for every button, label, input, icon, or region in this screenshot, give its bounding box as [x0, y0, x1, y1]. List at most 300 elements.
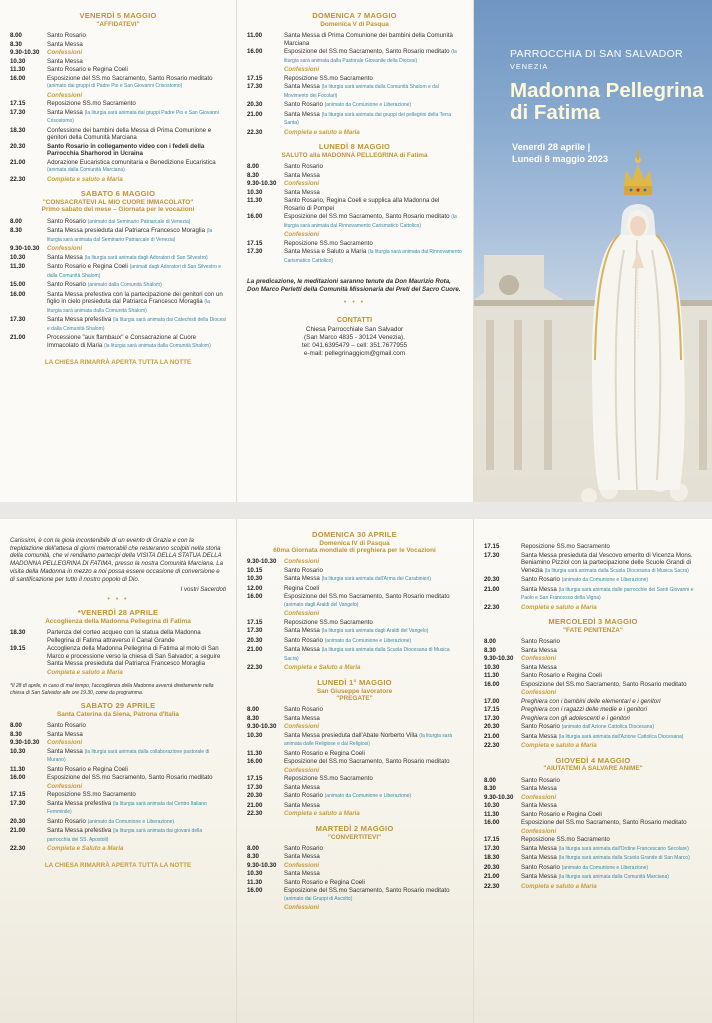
- event-desc: [47, 176, 226, 185]
- event-desc: [47, 827, 226, 845]
- day-schedule: [10, 218, 226, 352]
- event-text: Santa Messa: [521, 873, 557, 881]
- event-time: 17.15: [247, 74, 263, 82]
- event-desc: [284, 619, 462, 628]
- event-row: [247, 810, 462, 819]
- event-time: 21.00: [10, 158, 26, 166]
- event-desc: [284, 853, 462, 862]
- event-row: [247, 240, 462, 249]
- event-desc: [47, 334, 226, 351]
- event-row: [10, 109, 226, 127]
- parish-name: PARROCCHIA DI SAN SALVADOR: [510, 48, 683, 60]
- church-open-all-night: LA CHIESA RIMARRÀ APERTA TUTTA LA NOTTE: [44, 359, 192, 367]
- event-time: 11.30: [10, 263, 26, 271]
- event-desc: [284, 129, 462, 138]
- event-row: [247, 758, 462, 767]
- event-time: 16.00: [247, 213, 263, 221]
- event-row: [10, 75, 226, 92]
- event-desc: [47, 291, 226, 317]
- bottom-col-3-days: [484, 618, 702, 891]
- event-time: 17.15: [10, 100, 26, 108]
- top-col-1: [0, 0, 236, 502]
- event-text: Santo Rosario: [284, 706, 323, 714]
- event-time: 17.15: [10, 791, 26, 799]
- event-row: [484, 689, 702, 698]
- event-desc: [521, 794, 702, 803]
- event-row: [484, 836, 702, 845]
- event-row: [247, 646, 462, 664]
- event-row: [484, 883, 702, 892]
- event-time: 17.30: [484, 714, 500, 722]
- event-row: [247, 575, 462, 585]
- event-time: [10, 669, 47, 678]
- event-text: Santo Rosario e Regina Coeli: [521, 810, 602, 818]
- event-desc: [521, 883, 702, 892]
- day-schedule: [10, 32, 226, 184]
- event-row: [247, 904, 462, 913]
- day-subtitle: Domenica IV di Pasqua: [319, 539, 390, 547]
- event-time: 8.30: [247, 714, 259, 722]
- event-text: Santa Messa: [284, 783, 320, 791]
- event-desc: [284, 862, 462, 871]
- event-text: Preghiera con i bambini delle elementari e i genitori: [521, 697, 661, 705]
- event-text: Santa Messa: [521, 585, 557, 593]
- event-text: Esposizione del SS.mo Sacramento, Santo Rosario meditato: [284, 48, 450, 56]
- bottom-col-1: [0, 519, 236, 1023]
- event-desc: [284, 723, 462, 732]
- event-text: Esposizione del SS.mo Sacramento, Santo Rosario meditato: [521, 819, 687, 827]
- event-row: [484, 819, 702, 828]
- contacts-title: CONTATTI: [336, 315, 373, 325]
- day-header: [10, 609, 226, 625]
- event-row: [247, 111, 462, 129]
- event-desc: [521, 543, 702, 552]
- event-time: 21.00: [10, 827, 26, 835]
- event-time: 8.00: [484, 638, 496, 646]
- event-row: [247, 853, 462, 862]
- event-time: 8.30: [10, 227, 22, 235]
- event-text: Santa Messa: [284, 188, 320, 196]
- event-time: 16.00: [247, 48, 263, 56]
- event-text: Santo Rosario: [47, 217, 86, 225]
- event-time: 21.00: [247, 646, 263, 654]
- event-desc: [284, 758, 462, 767]
- event-row: [10, 32, 226, 41]
- event-row: [484, 586, 702, 604]
- event-desc: [47, 783, 226, 792]
- welcome-letter: Carissimi, è con la gioia incontenibile di un evento di Grazia e con la trepidazione dell'attesa di giorni memorabili che resteranno scolpiti nella storia della comunità, che vi rendiamo partecipi della VISITA DELLA STATUA DELLA MADONNA PELLEGRINA DI FATIMA, presso la nostra Comunità Marciana. La visita della Madonna in mezzo a noi possa essere occasione di conversione e di santificazione per tutto il nostro popolo di Dio.: [10, 537, 224, 583]
- event-desc: [47, 629, 226, 645]
- event-time: 17.00: [484, 697, 500, 705]
- event-row: [10, 739, 226, 748]
- day-schedule: [247, 706, 462, 819]
- event-text: Santa Messa: [284, 171, 320, 179]
- event-time: 18.30: [484, 854, 500, 862]
- event-time: 16.00: [484, 819, 500, 827]
- event-time: 11.30: [247, 749, 263, 757]
- event-row: [247, 784, 462, 793]
- confession-label: Confessioni: [47, 739, 83, 747]
- event-text: Reposizione SS.mo Sacramento: [284, 74, 373, 82]
- event-text: Santa Messa: [284, 801, 320, 809]
- event-time: 8.00: [247, 844, 259, 852]
- event-desc: [47, 227, 226, 245]
- event-desc: [284, 558, 462, 567]
- event-note: (la liturgia sarà animata dai gruppi dei pellegrini della Terra Santa): [284, 111, 451, 127]
- event-time: 10.30: [484, 802, 500, 810]
- day-schedule: [247, 558, 462, 673]
- event-time: 10.30: [247, 188, 263, 196]
- event-row: [247, 593, 462, 610]
- event-row: [247, 715, 462, 724]
- day-header: [247, 143, 462, 159]
- event-row: [484, 864, 702, 874]
- event-text: Santa Messa: [47, 747, 83, 755]
- day-title: SABATO 6 MAGGIO: [80, 189, 156, 199]
- event-note: (la liturgia sarà animata dai Catechisti della Diocesi e dalla Comunità Shalom): [47, 317, 226, 332]
- contact-email: e-mail: pellegrinaggicm@gmail.com: [303, 350, 406, 358]
- cover-title-line1: Madonna Pellegrina: [510, 79, 704, 102]
- event-desc: [47, 791, 226, 800]
- day-title: *VENERDÌ 28 APRILE: [77, 608, 159, 618]
- event-text: Santo Rosario: [284, 844, 323, 852]
- cover-title: [510, 80, 704, 123]
- confession-label: Confessioni: [284, 558, 320, 566]
- event-desc: [47, 58, 226, 67]
- event-row: [247, 163, 462, 172]
- event-desc: [47, 159, 226, 176]
- event-text: Preghiera con i ragazzi delle medie e i genitori: [521, 706, 647, 714]
- event-time: 9.30-10.30: [10, 49, 40, 57]
- event-row: [247, 775, 462, 784]
- event-row: [10, 159, 226, 176]
- event-text: Santo Rosario, Regina Coeli e supplica alla Madonna del Rosario di Pompei: [284, 197, 440, 212]
- event-time: 11.30: [10, 765, 26, 773]
- event-row: [247, 189, 462, 198]
- event-time: 21.00: [484, 873, 500, 881]
- event-time: 8.30: [484, 646, 496, 654]
- day-schedule: [10, 629, 226, 677]
- event-time: 16.00: [10, 774, 26, 782]
- confession-label: Confessioni: [47, 49, 83, 57]
- event-note: (la liturgia sarà animata dai giovani della parrocchia dei SS. Apostoli): [47, 828, 203, 843]
- confession-label: Confessioni: [47, 91, 83, 99]
- event-time: [247, 66, 284, 75]
- event-time: 17.15: [247, 239, 263, 247]
- event-desc: [47, 41, 226, 50]
- event-row: [10, 127, 226, 143]
- event-time: 17.30: [10, 108, 26, 116]
- event-row: [247, 231, 462, 240]
- event-text: Santo Rosario: [284, 566, 323, 574]
- event-row: [484, 873, 702, 883]
- event-row: [10, 227, 226, 245]
- event-time: 22.30: [247, 664, 263, 672]
- event-desc: [47, 316, 226, 334]
- continued-events: [484, 543, 702, 612]
- bottom-col-1-days-b: [10, 702, 226, 869]
- event-row: [247, 750, 462, 759]
- event-note: (la liturgia sarà animata dalle Religiose e dai Religiosi): [284, 732, 453, 748]
- event-desc: [284, 784, 462, 793]
- event-time: 21.00: [484, 585, 500, 593]
- event-desc: [521, 811, 702, 820]
- event-note: (la liturgia sarà animata dalla Comunità Marciana): [558, 874, 669, 881]
- event-text: Esposizione del SS.mo Sacramento, Santo Rosario meditato: [521, 680, 687, 688]
- event-desc: [521, 715, 702, 724]
- day-schedule: [247, 845, 462, 913]
- event-row: [10, 791, 226, 800]
- event-time: 8.00: [10, 217, 22, 225]
- day-title: MARTEDÌ 2 MAGGIO: [315, 823, 394, 833]
- day-subtitle-2: Primo sabato del mese – Giornata per le vocazioni: [41, 206, 195, 214]
- event-time: 16.00: [247, 593, 263, 601]
- event-row: [10, 58, 226, 67]
- event-row: [247, 83, 462, 101]
- brochure-outer-side: [0, 0, 712, 502]
- event-row: [10, 818, 226, 828]
- event-note: (la liturgia sarà animata dalle parrocchie dei Santi Giovanni e Paolo e San Francesco della Vigna): [521, 586, 694, 601]
- event-desc: [47, 75, 226, 92]
- event-row: [247, 887, 462, 904]
- event-desc: [284, 111, 462, 129]
- compline-label: Compieta e saluto a Maria: [521, 603, 597, 611]
- event-note: (la liturgia sarà animata dalla Comunità Shalom): [104, 342, 211, 349]
- event-note: (la liturgia sarà animata dal Seminario Patriarcale di Venezia): [47, 228, 213, 243]
- event-text: Preghiera con gli adolescenti e i genitori: [521, 714, 630, 722]
- event-row: [247, 585, 462, 594]
- event-time: 22.30: [484, 603, 500, 611]
- event-time: 22.30: [247, 810, 263, 818]
- event-time: 17.30: [247, 783, 263, 791]
- event-time: 8.30: [484, 785, 496, 793]
- event-text: Santa Messa: [521, 732, 557, 740]
- event-desc: [521, 845, 702, 855]
- event-desc: [284, 646, 462, 664]
- event-row: [10, 645, 226, 669]
- event-desc: [521, 664, 702, 673]
- event-time: 20.30: [484, 863, 500, 871]
- contacts-box: [247, 316, 462, 358]
- event-row: [247, 619, 462, 628]
- event-time: 8.00: [484, 776, 496, 784]
- event-time: 10.30: [247, 731, 263, 739]
- day-subtitle: "CONVERTITEVI": [327, 833, 382, 841]
- event-time: 17.15: [484, 706, 500, 714]
- event-row: [10, 766, 226, 775]
- event-desc: [521, 552, 702, 577]
- day-subtitle: "AIUTATEMI A SALVARE ANIME": [543, 765, 643, 773]
- event-text: Santa Messa: [47, 57, 83, 65]
- event-row: [10, 783, 226, 792]
- event-row: [247, 767, 462, 776]
- church-open-all-night: LA CHIESA RIMARRÀ APERTA TUTTA LA NOTTE: [44, 861, 192, 869]
- cover-dates: [512, 141, 608, 165]
- confession-label: Confessioni: [284, 861, 320, 869]
- event-desc: [521, 655, 702, 664]
- event-row: [247, 792, 462, 802]
- event-desc: [47, 32, 226, 41]
- event-desc: [521, 854, 702, 864]
- event-text: Reposizione SS.mo Sacramento: [521, 543, 610, 550]
- event-text: Santo Rosario: [521, 638, 560, 646]
- event-row: [10, 218, 226, 228]
- event-row: [10, 334, 226, 351]
- event-desc: [284, 715, 462, 724]
- day-header: [247, 531, 462, 554]
- event-text: Esposizione del SS.mo Sacramento, Santo Rosario meditato: [47, 774, 213, 782]
- event-time: [247, 767, 284, 776]
- event-note: (animati dagli Adoratori di San Silvestro e dalla Comunità Shalom): [47, 264, 222, 279]
- event-time: 20.30: [247, 636, 263, 644]
- event-desc: [284, 810, 462, 819]
- event-row: [10, 49, 226, 58]
- event-row: [10, 263, 226, 281]
- event-desc: [47, 143, 226, 159]
- top-col-2: [237, 0, 472, 502]
- event-time: 9.30-10.30: [484, 793, 514, 801]
- event-row: [247, 637, 462, 647]
- event-time: 16.00: [10, 74, 26, 82]
- event-row: [484, 664, 702, 673]
- event-row: [247, 248, 462, 266]
- event-desc: [284, 767, 462, 776]
- event-row: [484, 845, 702, 855]
- event-text: Santo Rosario e Regina Coeli: [284, 878, 365, 886]
- event-text: Santa Messa: [284, 870, 320, 878]
- event-desc: [284, 706, 462, 715]
- event-time: 9.30-10.30: [247, 558, 277, 566]
- event-desc: [284, 197, 462, 213]
- event-time: 8.00: [247, 163, 259, 171]
- event-text: Esposizione del SS.mo Sacramento, Santo Rosario meditato: [284, 887, 450, 895]
- event-desc: [47, 281, 226, 291]
- event-text: Santa Messa: [521, 663, 557, 671]
- day-header: [10, 190, 226, 213]
- event-note: (la liturgia sarà animata dal Rinnovamento Carismatico Cattolico): [284, 249, 462, 264]
- event-time: 21.00: [247, 110, 263, 118]
- event-row: [247, 732, 462, 750]
- event-desc: [47, 254, 226, 264]
- confession-label: Confessioni: [284, 66, 320, 74]
- event-time: [10, 783, 47, 792]
- event-text: Santo Rosario: [284, 792, 323, 800]
- event-desc: [47, 645, 226, 669]
- event-time: 10.30: [247, 870, 263, 878]
- event-row: [247, 845, 462, 854]
- cover-panel: [474, 0, 712, 502]
- event-desc: [284, 75, 462, 84]
- event-time: 16.00: [10, 290, 26, 298]
- event-text: Santo Rosario e Regina Coeli: [284, 749, 365, 757]
- event-desc: [521, 672, 702, 681]
- event-row: [10, 774, 226, 783]
- event-desc: [284, 585, 462, 594]
- event-time: 8.00: [10, 32, 22, 40]
- event-desc: [284, 904, 462, 913]
- event-row: [484, 828, 702, 837]
- event-time: 21.00: [10, 334, 26, 342]
- event-desc: [521, 638, 702, 647]
- event-time: 11.00: [247, 32, 263, 40]
- event-text: Santo Rosario: [284, 636, 323, 644]
- event-desc: [284, 213, 462, 231]
- event-note: (animato da Comunione e Liberazione): [324, 102, 412, 109]
- event-note: (la liturgia sarà animata dalla Scuola Grande di San Marco): [558, 855, 690, 862]
- event-text: Reposizione SS.mo Sacramento: [284, 239, 373, 247]
- event-desc: [284, 792, 462, 802]
- event-time: 10.30: [10, 253, 26, 261]
- event-note: (animato dall'Azione Cattolica Diocesana): [561, 724, 655, 731]
- event-time: 11.30: [247, 197, 263, 205]
- event-desc: [521, 586, 702, 604]
- event-time: 22.30: [484, 742, 500, 750]
- event-desc: [47, 49, 226, 58]
- event-time: 12.00: [247, 584, 263, 592]
- event-row: [10, 316, 226, 334]
- event-note: (animato dai Gruppi di Ascolto): [284, 895, 353, 902]
- event-desc: [47, 66, 226, 75]
- day-title: LUNEDÌ 8 MAGGIO: [318, 142, 391, 152]
- event-row: [247, 627, 462, 637]
- divider-stars: • • •: [343, 299, 366, 307]
- event-time: 20.30: [484, 576, 500, 583]
- event-text: Santa Messa: [284, 853, 320, 861]
- event-desc: [284, 870, 462, 879]
- event-row: [484, 733, 702, 743]
- event-desc: [284, 732, 462, 750]
- event-time: 21.00: [247, 801, 263, 809]
- event-time: 21.00: [484, 732, 500, 740]
- event-desc: [284, 610, 462, 619]
- event-row: [247, 129, 462, 138]
- event-row: [247, 101, 462, 111]
- event-row: [484, 543, 702, 552]
- event-time: 22.30: [10, 175, 26, 183]
- event-desc: [47, 731, 226, 740]
- event-desc: [284, 879, 462, 888]
- event-text: Santo Rosario e Regina Coeli: [47, 765, 128, 773]
- event-row: [10, 176, 226, 185]
- event-desc: [284, 66, 462, 75]
- event-row: [484, 672, 702, 681]
- event-text: Santa Messa: [284, 110, 320, 118]
- confession-label: Confessioni: [521, 689, 557, 697]
- event-note: (la liturgia sarà animata dall'Ordine Francescano Secolare): [558, 845, 689, 852]
- event-desc: [284, 637, 462, 647]
- event-note: (la liturgia sarà animata dalla Scuola Diocesana di Musica Sacra): [544, 567, 689, 574]
- event-desc: [284, 887, 462, 904]
- event-desc: [521, 873, 702, 883]
- event-text: Adorazione Eucaristica comunitaria e Benedizione Eucaristica: [47, 158, 216, 166]
- contact-address: (San Marco 4835 - 30124 Venezia).: [304, 334, 405, 342]
- event-desc: [47, 245, 226, 254]
- event-note: (la liturgia sarà animata dall'Arma dei Carabinieri): [321, 576, 431, 583]
- event-desc: [47, 800, 226, 818]
- event-row: [10, 254, 226, 264]
- event-row: [10, 245, 226, 254]
- city-name: VENEZIA: [510, 62, 549, 71]
- day-subtitle: "FATE PENITENZA": [563, 626, 623, 634]
- day-subtitle: Santa Caterina da Siena, Patrona d'Italia: [57, 711, 179, 719]
- event-time: 17.30: [247, 83, 263, 91]
- event-time: 9.30-10.30: [10, 739, 40, 747]
- event-time: 9.30-10.30: [247, 723, 277, 731]
- event-time: [247, 904, 284, 913]
- event-desc: [284, 189, 462, 198]
- event-time: 22.30: [484, 882, 500, 890]
- day-title: VENERDÌ 5 MAGGIO: [79, 11, 157, 20]
